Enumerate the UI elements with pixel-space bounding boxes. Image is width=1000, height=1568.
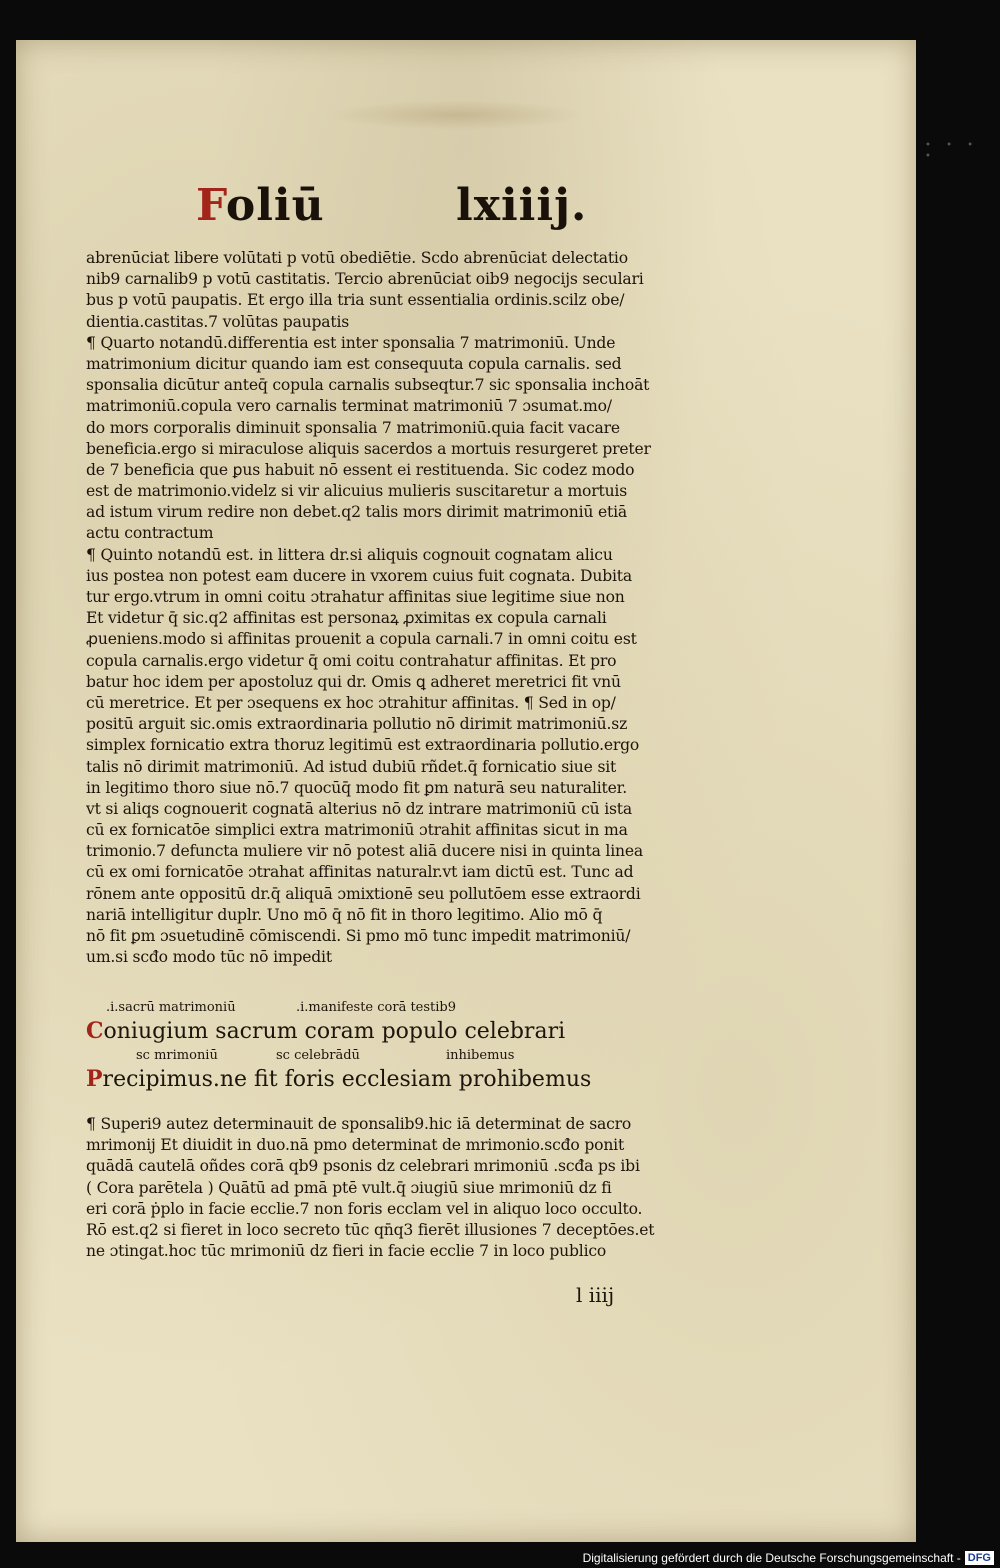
text-line: um.si scđo modo tūc nō impedit [86,948,332,967]
text-line: nib9 carnalib9 p votū castitatis. Tercio abrenūciat oib9 negocijs seculari [86,270,644,289]
verse-text: oniugium sacrum coram populo celebrari [103,1019,566,1044]
verse-line-1 [86,1018,686,1048]
text-line: actu contractum [86,524,214,543]
verse-initial: P [86,1066,103,1092]
verse-block [86,1000,686,1096]
text-line: Rō est.q2 si fieret in loco secreto tūc qn̄q3 fierēt illusiones 7 deceptōes.et [86,1220,655,1239]
folio-number: lxiiij. [456,180,588,231]
text-line: dientia.castitas.7 volūtas paupatis [86,312,350,331]
text-line: nariā intelligitur duplr. Uno mō q̄ nō fit in thoro legitimo. Alio mō q̄ [86,905,603,924]
manuscript-page [16,40,916,1542]
folio-header [196,180,596,240]
gloss-word: inhibemus [446,1048,515,1063]
text-line: Et videtur q̄ sic.q2 affinitas est personaꝝ ꝓximitas ex copula carnali [86,609,607,628]
commentary-paragraph-1 [86,248,706,968]
signature-mark: l iiij [576,1283,615,1307]
text-line: est de matrimonio.videlz si vir alicuius mulieris suscitaretur a mortuis [86,482,627,501]
verse-text: recipimus.ne fit foris ecclesiam prohibemus [102,1067,592,1092]
text-line: batur hoc idem per apostoluz qui dr. Omis ꝗ adheret meretrici fit vnū [86,672,621,691]
text-line: ( Cora parētela ) Quātū ad pmā ptē vult.q̄ ɔiugiū siue mrimoniū dz fi [86,1178,612,1197]
text-line: tur ergo.vtrum in omni coitu ɔtrahatur affinitas siue legitime siue non [86,588,625,606]
text-line: abrenūciat libere volūtati p votū obediētie. Scdo abrenūciat delectatio [86,249,628,267]
paper-stain [326,100,586,130]
text-line: in legitimo thoro siue nō.7 quocūq̄ modo fit ꝑm naturā seu naturaliter. [86,778,627,797]
text-line: positū arguit sic.omis extraordinaria pollutio nō dirimit matrimoniū.sz [86,715,628,734]
footer-text: Digitalisierung gefördert durch die Deutsche Forschungsgemeinschaft - [582,1551,961,1565]
text-line: vt si aliqs cognouerit cognatā alterius nō dz intrare matrimoniū cū ista [86,799,632,818]
text-line: matrimoniū.copula vero carnalis terminat matrimoniū 7 ɔsumat.mo/ [86,397,612,416]
dfg-logo: DFG [965,1551,994,1565]
folio-word-rest: oliū [225,180,325,231]
digitization-footer [583,1551,994,1565]
text-line: cū ex omi fornicatōe ɔtrahat affinitas naturalr.vt iam dictū est. Tunc ad [86,863,634,882]
interlinear-gloss-1 [86,1000,686,1018]
text-line: do mors corporalis diminuit sponsalia 7 matrimoniū.quia facit vacare [86,418,620,437]
text-line: cū ex fornicatōe simplici extra matrimoniū ɔtrahit affinitas sicut in ma [86,821,628,840]
folio-initial: F [196,180,226,231]
text-line: quādā cautelā oñdes corā qb9 psonis dz celebrari mrimoniū .scđa ps ibi [86,1157,640,1176]
text-line: mrimonij Et diuidit in duo.nā pmo determinat de mrimonio.scđo ponit [86,1136,625,1155]
text-line: simplex fornicatio extra thoruz legitimū est extraordinaria pollutio.ergo [86,736,640,755]
text-line: beneficia.ergo si miraculose aliquis sacerdos a mortuis resurgeret preter [86,439,651,458]
verse-line-2 [86,1066,686,1096]
text-line: bus p votū paupatis. Et ergo illa tria sunt essentialia ordinis.scilz obe/ [86,291,625,310]
text-line: rōnem ante oppositū dr.q̄ aliquā ɔmixtionē seu pollutōem esse extraordi [86,884,641,903]
text-line: cū meretrice. Et per ɔsequens ex hoc ɔtrahitur affinitas. ¶ Sed in op/ [86,693,616,712]
gloss-word: sc celebrādū [276,1048,360,1063]
text-line: ne ɔtingat.hoc tūc mrimoniū dz fieri in facie ecclie 7 in loco publico [86,1242,607,1261]
text-line: eri corā ṗplo in facie ecclie.7 non foris ecclam vel in aliquo loco occulto. [86,1199,643,1218]
scan-edge-marks: • • • • [925,140,980,162]
verse-initial: C [86,1018,104,1044]
text-line: ¶ Quarto notandū.differentia est inter sponsalia 7 matrimoniū. Unde [86,333,616,352]
text-line: ¶ Superi9 autez determinauit de sponsalib9.hic iā determinat de sacro [86,1115,632,1133]
gloss-word: sc mrimoniū [136,1048,218,1063]
folio-word [196,180,325,231]
text-line: sponsalia dicūtur anteq̄ copula carnalis subseqtur.7 sic sponsalia inchoāt [86,376,650,395]
commentary-paragraph-2 [86,1114,706,1262]
text-line: trimonio.7 defuncta muliere vir nō potest aliā ducere nisi in quinta linea [86,842,643,861]
text-line: ꝓueniens.modo si affinitas prouenit a copula carnali.7 in omni coitu est [86,630,637,649]
text-line: de 7 beneficia que ꝑus habuit nō essent ei restituenda. Sic codez modo [86,460,635,479]
gloss-word: .i.sacrū matrimoniū [106,1000,236,1015]
text-line: ¶ Quinto notandū est. in littera dr.si aliquis cognouit cognatam alicu [86,545,613,564]
text-line: talis nō dirimit matrimoniū. Ad istud dubiū rñdet.q̄ fornicatio siue sit [86,757,617,776]
text-line: nō fit ꝑm ɔsuetudinē cōmiscendi. Si pmo mō tunc impedit matrimoniū/ [86,927,631,945]
text-line: copula carnalis.ergo videtur q̄ omi coitu contrahatur affinitas. Et pro [86,651,617,670]
gloss-word: .i.manifeste corā testib9 [296,1000,457,1015]
text-line: ius postea non potest eam ducere in vxorem cuius fuit cognata. Dubita [86,566,632,585]
text-line: matrimonium dicitur quando iam est consequuta copula carnalis. sed [86,354,622,373]
interlinear-gloss-2 [86,1048,686,1066]
text-line: ad istum virum redire non debet.q2 talis mors dirimit matrimoniū etiā [86,503,628,522]
